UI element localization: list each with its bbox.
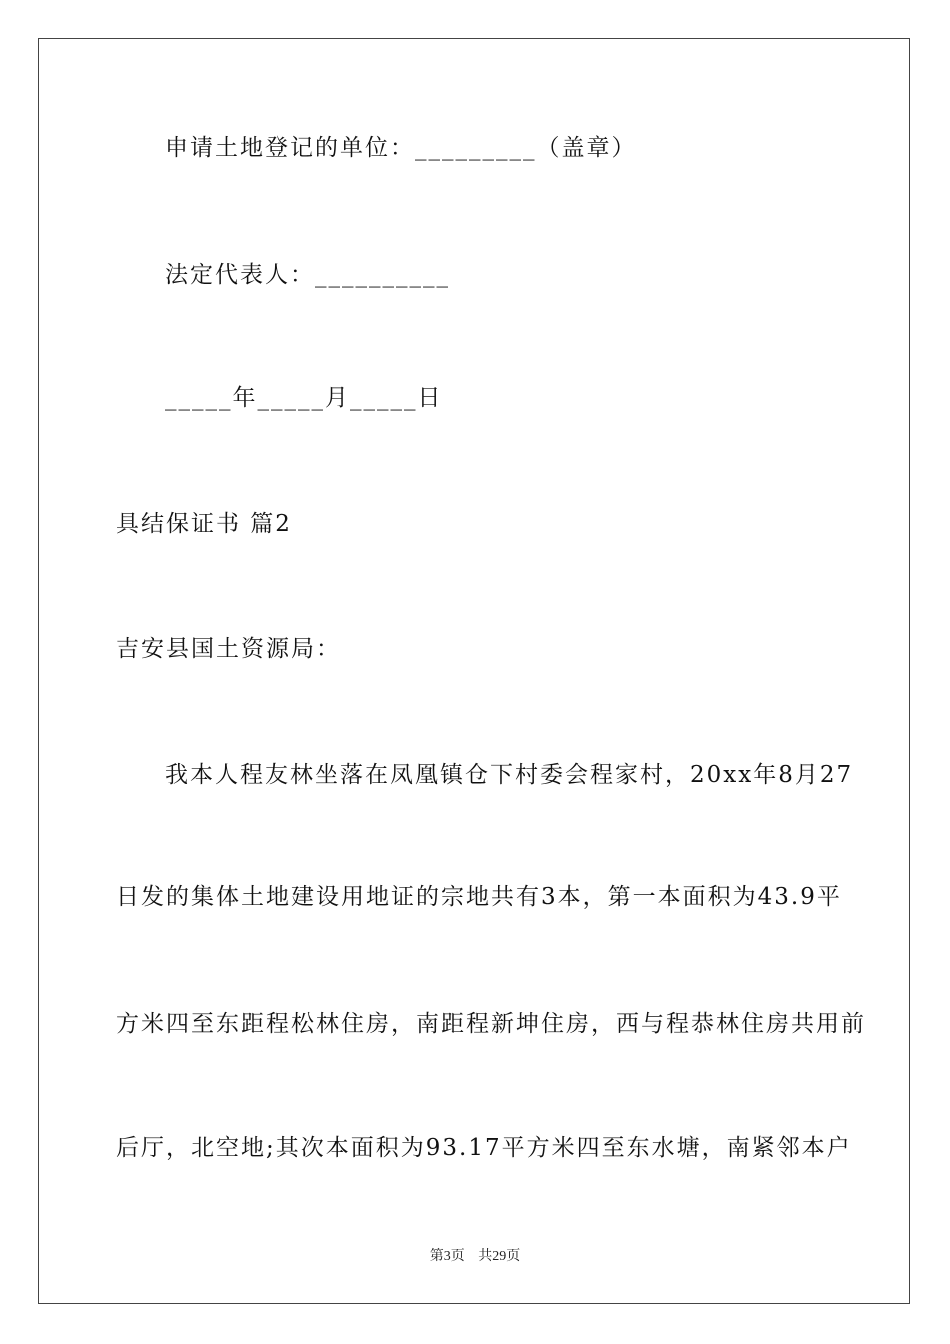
page-number: 第3页 xyxy=(429,1249,465,1264)
page-footer xyxy=(0,1245,950,1265)
date-line: _____年_____月_____日 xyxy=(165,385,443,411)
paragraph-line-1: 我本人程友林坐落在凤凰镇仓下村委会程家村，20xx年8月27 xyxy=(165,762,854,788)
applicant-unit-line: 申请土地登记的单位：_________（盖章） xyxy=(165,135,637,161)
page-total: 共29页 xyxy=(478,1249,521,1264)
legal-representative-line: 法定代表人：__________ xyxy=(165,262,450,288)
paragraph-line-4: 后厅，北空地;其次本面积为93.17平方米四至东水塘，南紧邻本户 xyxy=(116,1135,852,1161)
paragraph-line-3: 方米四至东距程松林住房，南距程新坤住房，西与程恭林住房共用前 xyxy=(116,1011,866,1037)
section-heading: 具结保证书 篇2 xyxy=(116,511,292,537)
paragraph-line-2: 日发的集体土地建设用地证的宗地共有3本，第一本面积为43.9平 xyxy=(116,884,842,910)
addressee-line: 吉安县国土资源局： xyxy=(116,636,341,662)
page-border xyxy=(38,38,910,1304)
